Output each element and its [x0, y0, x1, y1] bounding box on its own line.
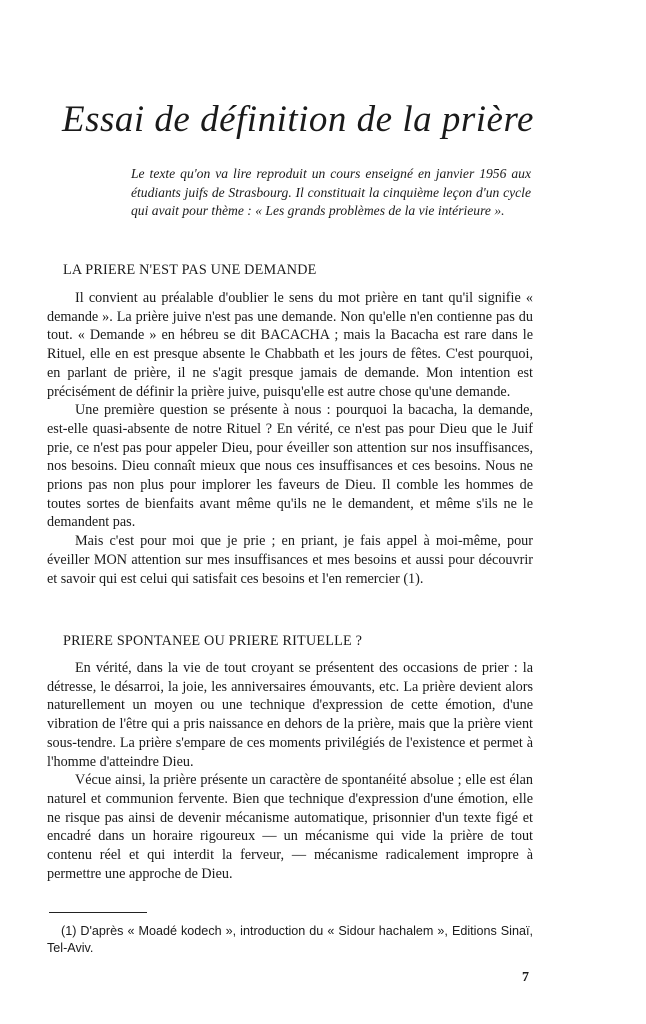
- paragraph: En vérité, dans la vie de tout croyant se présentent des occasions de prier : la détresse, le désarroi, la joie, les anniversaires émouvants, etc. La prière devient alors naturellement un moyen ou une technique d'expression de cette émotion, d'une vibration de l'être qui a pris naissance en dehors de la prière, mais que la prière vient sous-tendre. La prière s'empare de ces moments privilégiés de l'existence et permet à l'homme d'atteindre Dieu.: [47, 660, 533, 770]
- footnote: (1) D'après « Moadé kodech », introduction du « Sidour hachalem », Editions Sinaï, Tel-Aviv.: [47, 924, 533, 955]
- section-heading-2: PRIERE SPONTANEE OU PRIERE RITUELLE ?: [63, 633, 363, 649]
- footnote-divider: [49, 912, 147, 913]
- paragraph: Vécue ainsi, la prière présente un caractère de spontanéité absolue ; elle est élan naturel et communion fervente. Bien que technique d'expression d'une émotion, elle ne risque pas ainsi de devenir mécanisme automatique, prisonnier d'un texte figé et encadré dans un horaire rigoureux — un mécanisme qui vide la prière de tout contenu réel et qui interdit la ferveur, — mécanisme radicalement impropre à permettre une approche de Dieu.: [47, 772, 533, 882]
- paragraph: Mais c'est pour moi que je prie ; en priant, je fais appel à moi-même, pour éveiller MON attention sur mes insuffisances et mes besoins et aussi pour découvrir et savoir qui est celui qui satisfait ces besoins et l'en remercier (1).: [47, 533, 533, 587]
- section-body-1: [47, 289, 533, 588]
- paragraph: Une première question se présente à nous : pourquoi la bacacha, la demande, est-elle quasi-absente de notre Rituel ? En vérité, ce n'est pas pour Dieu que le Juif prie, ce n'est pas pour appeler Dieu, pour éveiller son attention sur nos insuffisances, nos besoins. Dieu connaît mieux que nous ces insuffisances et ces besoins. Nous ne prions pas non plus pour implorer les faveurs de Dieu. Il comble les hommes de toutes sortes de bienfaits avant même qu'ils ne le demandent, et même s'ils ne le demandent pas.: [47, 402, 533, 531]
- section-heading-1: LA PRIERE N'EST PAS UNE DEMANDE: [63, 262, 317, 278]
- intro-paragraph: Le texte qu'on va lire reproduit un cours enseigné en janvier 1956 aux étudiants juifs de Strasbourg. Il constituait la cinquième leçon d'un cycle qui avait pour thème : « Les grands problèmes de la vie intérieure ».: [131, 166, 531, 218]
- paragraph: Il convient au préalable d'oublier le sens du mot prière en tant qu'il signifie « demande ». La prière juive n'est pas une demande. Non qu'elle n'en contienne pas du tout. « Demande » en hébreu se dit BACACHA ; mais la Bacacha est rare dans le Rituel, elle en est presque absente le Chabbath et les jours de fêtes. C'est pourquoi, en parlant de prière, il ne s'agit presque jamais de demande. Mon intention est précisément de définir la prière juive, puisqu'elle est autre chose qu'une demande.: [47, 290, 533, 400]
- section-body-2: [47, 659, 533, 883]
- article-title: Essai de définition de la prière: [62, 99, 534, 140]
- page-number: 7: [522, 970, 529, 985]
